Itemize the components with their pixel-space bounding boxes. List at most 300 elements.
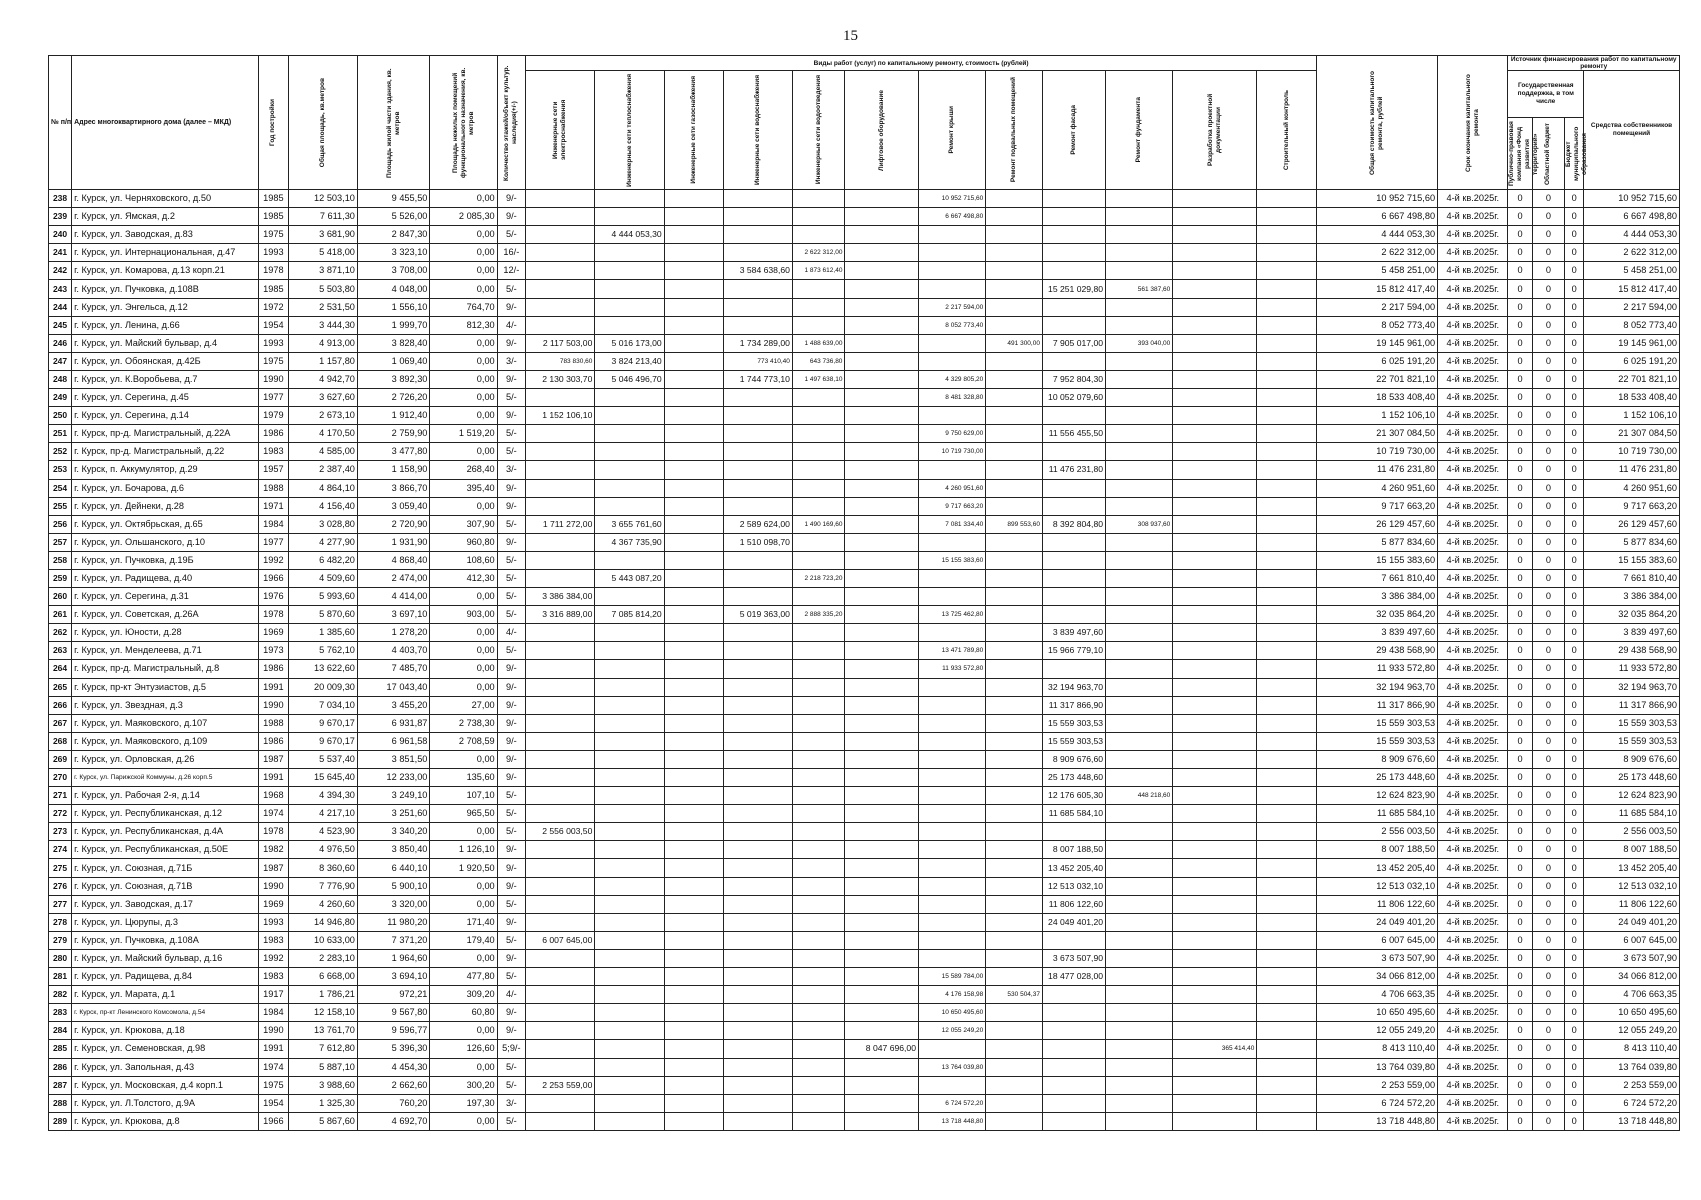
table-cell: 12 233,00: [357, 769, 430, 787]
table-cell: [723, 569, 792, 587]
table-cell: 6 007 645,00: [1584, 931, 1680, 949]
row-number: 238: [49, 190, 72, 208]
table-row: [49, 1076, 1680, 1094]
table-cell: 8 007 188,50: [1042, 841, 1105, 859]
table-cell: [845, 714, 919, 732]
table-cell: [845, 407, 919, 425]
table-cell: 5/-: [497, 606, 525, 624]
table-cell: 4-й кв.2025г.: [1438, 316, 1508, 334]
row-address: г. Курск, ул. Дейнеки, д.28: [72, 497, 259, 515]
table-cell: [723, 1004, 792, 1022]
table-cell: [986, 262, 1043, 280]
table-cell: [986, 913, 1043, 931]
table-cell: 9/-: [497, 298, 525, 316]
table-cell: [986, 226, 1043, 244]
table-cell: [723, 949, 792, 967]
table-cell: [1173, 352, 1257, 370]
table-cell: 0: [1532, 316, 1565, 334]
table-cell: 4-й кв.2025г.: [1438, 787, 1508, 805]
table-cell: [845, 389, 919, 407]
table-cell: [526, 624, 595, 642]
table-cell: 5/-: [497, 226, 525, 244]
table-cell: 6 667 498,80: [1584, 208, 1680, 226]
table-cell: 2 662,60: [357, 1076, 430, 1094]
table-cell: [664, 624, 723, 642]
table-cell: 1983: [259, 968, 288, 986]
table-cell: [1257, 461, 1317, 479]
table-row: [49, 949, 1680, 967]
row-number: 244: [49, 298, 72, 316]
table-cell: [792, 208, 845, 226]
row-number: 255: [49, 497, 72, 515]
table-cell: [595, 805, 664, 823]
table-cell: 4 913,00: [288, 334, 357, 352]
row-number: 288: [49, 1094, 72, 1112]
table-row: [49, 226, 1680, 244]
row-number: 249: [49, 389, 72, 407]
table-cell: 1978: [259, 262, 288, 280]
table-cell: [664, 823, 723, 841]
table-cell: 4-й кв.2025г.: [1438, 714, 1508, 732]
table-cell: [845, 208, 919, 226]
table-cell: 10 719 730,00: [1584, 443, 1680, 461]
table-cell: 773 410,40: [723, 352, 792, 370]
table-cell: 135,60: [430, 769, 497, 787]
table-cell: [1042, 1022, 1105, 1040]
row-address: г. Курск, ул. Крюкова, д.8: [72, 1112, 259, 1130]
table-cell: [1257, 316, 1317, 334]
table-cell: [1257, 913, 1317, 931]
table-row: [49, 750, 1680, 768]
table-cell: 0: [1508, 425, 1532, 443]
table-cell: [595, 1094, 664, 1112]
table-cell: [986, 551, 1043, 569]
table-cell: 2 117 503,00: [526, 334, 595, 352]
row-number: 268: [49, 732, 72, 750]
table-cell: 0: [1532, 1058, 1565, 1076]
table-cell: [1106, 479, 1173, 497]
table-cell: 0: [1565, 913, 1584, 931]
table-cell: 32 194 963,70: [1317, 678, 1438, 696]
table-cell: 5/-: [497, 280, 525, 298]
table-cell: [723, 823, 792, 841]
table-cell: 9 717 663,20: [1584, 497, 1680, 515]
table-cell: 5 016 173,00: [595, 334, 664, 352]
table-cell: [1257, 949, 1317, 967]
table-cell: 0: [1565, 696, 1584, 714]
row-number: 266: [49, 696, 72, 714]
table-cell: [845, 262, 919, 280]
row-address: г. Курск, ул. Союзная, д.71В: [72, 877, 259, 895]
header-area-living: Площадь жилой части здания, кв. метров: [385, 67, 401, 178]
table-cell: [526, 769, 595, 787]
table-cell: 22 701 821,10: [1584, 370, 1680, 388]
table-cell: [845, 606, 919, 624]
table-cell: [723, 968, 792, 986]
table-cell: [1257, 1112, 1317, 1130]
table-cell: 4-й кв.2025г.: [1438, 497, 1508, 515]
table-cell: 4-й кв.2025г.: [1438, 588, 1508, 606]
table-cell: [1257, 1094, 1317, 1112]
table-cell: 10 952 715,60: [1584, 190, 1680, 208]
table-cell: 0: [1532, 389, 1565, 407]
table-cell: [526, 895, 595, 913]
table-cell: 5/-: [497, 1112, 525, 1130]
table-cell: 5/-: [497, 1058, 525, 1076]
table-cell: [595, 624, 664, 642]
table-cell: [845, 895, 919, 913]
table-cell: [664, 425, 723, 443]
table-cell: 1954: [259, 316, 288, 334]
table-cell: 0: [1565, 425, 1584, 443]
table-cell: 4-й кв.2025г.: [1438, 949, 1508, 967]
table-cell: 5 418,00: [288, 244, 357, 262]
table-cell: [595, 208, 664, 226]
table-cell: [986, 280, 1043, 298]
table-cell: 9 670,17: [288, 732, 357, 750]
table-cell: 0: [1508, 750, 1532, 768]
table-cell: [1106, 696, 1173, 714]
table-cell: 1985: [259, 190, 288, 208]
table-row: [49, 407, 1680, 425]
table-cell: 3 584 638,60: [723, 262, 792, 280]
table-cell: 12 513 032,10: [1042, 877, 1105, 895]
table-cell: 1 069,40: [357, 352, 430, 370]
table-row: [49, 208, 1680, 226]
table-cell: 9/-: [497, 877, 525, 895]
table-cell: [1257, 479, 1317, 497]
row-address: г. Курск, ул. Ольшанского, д.10: [72, 533, 259, 551]
table-cell: 5/-: [497, 968, 525, 986]
table-cell: 5 046 496,70: [595, 370, 664, 388]
table-cell: [1042, 443, 1105, 461]
row-address: г. Курск, ул. Советская, д.26А: [72, 606, 259, 624]
table-row: [49, 515, 1680, 533]
table-cell: 13 761,70: [288, 1022, 357, 1040]
table-cell: [723, 769, 792, 787]
table-row: [49, 714, 1680, 732]
table-cell: 4/-: [497, 316, 525, 334]
table-cell: [1106, 569, 1173, 587]
table-cell: 0,00: [430, 407, 497, 425]
table-cell: [664, 1076, 723, 1094]
table-cell: [664, 642, 723, 660]
table-cell: [1257, 1076, 1317, 1094]
table-cell: 0,00: [430, 370, 497, 388]
table-cell: [918, 334, 985, 352]
table-cell: 12 513 032,10: [1317, 877, 1438, 895]
table-cell: 11 933 572,80: [918, 660, 985, 678]
table-cell: 307,90: [430, 515, 497, 533]
table-cell: 13 718 448,80: [1584, 1112, 1680, 1130]
table-cell: 25 173 448,60: [1317, 769, 1438, 787]
table-cell: [1042, 298, 1105, 316]
row-address: г. Курск, ул. Пучковка, д.108В: [72, 280, 259, 298]
table-cell: 491 300,00: [986, 334, 1043, 352]
table-cell: 12 624 823,90: [1584, 787, 1680, 805]
table-cell: 0: [1508, 533, 1532, 551]
table-cell: [792, 714, 845, 732]
table-cell: [664, 931, 723, 949]
table-cell: 3 839 497,60: [1042, 624, 1105, 642]
table-cell: 25 173 448,60: [1042, 769, 1105, 787]
table-cell: 26 129 457,60: [1317, 515, 1438, 533]
table-cell: 0: [1532, 642, 1565, 660]
table-cell: 2 708,59: [430, 732, 497, 750]
row-number: 251: [49, 425, 72, 443]
table-cell: 0,00: [430, 389, 497, 407]
table-cell: 960,80: [430, 533, 497, 551]
table-row: [49, 986, 1680, 1004]
table-cell: 1983: [259, 443, 288, 461]
table-cell: [845, 497, 919, 515]
table-cell: 11 317 866,90: [1317, 696, 1438, 714]
table-cell: [1257, 262, 1317, 280]
table-cell: [1173, 678, 1257, 696]
table-cell: [918, 569, 985, 587]
table-cell: 4 156,40: [288, 497, 357, 515]
row-address: г. Курск, ул. Пучковка, д.108А: [72, 931, 259, 949]
table-cell: [792, 461, 845, 479]
row-number: 287: [49, 1076, 72, 1094]
table-cell: 15 559 303,53: [1584, 714, 1680, 732]
table-cell: 0: [1508, 190, 1532, 208]
table-cell: 32 035 864,20: [1584, 606, 1680, 624]
table-cell: [595, 968, 664, 986]
table-cell: [664, 497, 723, 515]
row-address: г. Курск, п. Аккумулятор, д.29: [72, 461, 259, 479]
table-cell: 5/-: [497, 551, 525, 569]
table-cell: 760,20: [357, 1094, 430, 1112]
table-cell: 5/-: [497, 805, 525, 823]
header-area-total: Общая площадь, кв.метров: [318, 77, 326, 168]
table-cell: [986, 660, 1043, 678]
table-cell: [1257, 588, 1317, 606]
table-cell: [664, 877, 723, 895]
table-cell: 11 317 866,90: [1042, 696, 1105, 714]
table-cell: [845, 678, 919, 696]
table-cell: 0: [1508, 660, 1532, 678]
table-cell: [1257, 1058, 1317, 1076]
table-cell: 11 980,20: [357, 913, 430, 931]
table-cell: [918, 805, 985, 823]
table-cell: 3 386 384,00: [1584, 588, 1680, 606]
table-cell: 15 559 303,53: [1042, 732, 1105, 750]
table-cell: 1 519,20: [430, 425, 497, 443]
table-cell: [1042, 316, 1105, 334]
table-cell: [723, 696, 792, 714]
table-cell: [986, 425, 1043, 443]
table-cell: 0: [1532, 949, 1565, 967]
table-cell: [1173, 515, 1257, 533]
table-cell: [1106, 841, 1173, 859]
table-cell: [1173, 298, 1257, 316]
table-cell: 3 871,10: [288, 262, 357, 280]
table-cell: [664, 696, 723, 714]
table-cell: 9/-: [497, 696, 525, 714]
table-cell: 3 028,80: [288, 515, 357, 533]
table-cell: [1257, 931, 1317, 949]
table-cell: 0,00: [430, 877, 497, 895]
table-cell: [526, 1004, 595, 1022]
table-cell: 0,00: [430, 1112, 497, 1130]
row-address: г. Курск, ул. Л.Толстого, д.9А: [72, 1094, 259, 1112]
table-cell: [1173, 823, 1257, 841]
table-cell: [1042, 190, 1105, 208]
table-cell: [986, 298, 1043, 316]
table-cell: [1257, 551, 1317, 569]
row-number: 281: [49, 968, 72, 986]
header-w-water: Инженерные сети водоснабжения: [753, 74, 761, 186]
table-cell: 783 830,60: [526, 352, 595, 370]
table-cell: [918, 841, 985, 859]
table-cell: [792, 1094, 845, 1112]
row-address: г. Курск, ул. Марата, д.1: [72, 986, 259, 1004]
table-cell: [986, 895, 1043, 913]
table-cell: [1042, 606, 1105, 624]
table-cell: 5 900,10: [357, 877, 430, 895]
table-cell: 14 946,80: [288, 913, 357, 931]
table-cell: 1 385,60: [288, 624, 357, 642]
table-cell: [845, 805, 919, 823]
table-cell: 4-й кв.2025г.: [1438, 606, 1508, 624]
table-cell: [986, 714, 1043, 732]
table-cell: 10 952 715,60: [1317, 190, 1438, 208]
table-cell: [595, 949, 664, 967]
row-address: г. Курск, ул. Черняховского, д.50: [72, 190, 259, 208]
table-cell: 0: [1532, 931, 1565, 949]
table-cell: [986, 1058, 1043, 1076]
row-address: г. Курск, ул. Радищева, д.84: [72, 968, 259, 986]
table-cell: [1042, 244, 1105, 262]
table-cell: 1972: [259, 298, 288, 316]
table-cell: [918, 244, 985, 262]
table-cell: 0: [1565, 588, 1584, 606]
table-cell: 4-й кв.2025г.: [1438, 877, 1508, 895]
table-cell: [1106, 407, 1173, 425]
table-cell: [986, 244, 1043, 262]
table-cell: 4-й кв.2025г.: [1438, 841, 1508, 859]
table-cell: 643 736,80: [792, 352, 845, 370]
table-row: [49, 968, 1680, 986]
table-cell: [1106, 968, 1173, 986]
table-cell: 4-й кв.2025г.: [1438, 805, 1508, 823]
table-cell: 18 533 408,40: [1584, 389, 1680, 407]
table-cell: [792, 642, 845, 660]
table-row: [49, 769, 1680, 787]
table-cell: 4 509,60: [288, 569, 357, 587]
table-cell: 0: [1532, 370, 1565, 388]
table-cell: [526, 1094, 595, 1112]
table-cell: 0: [1532, 551, 1565, 569]
table-cell: [1042, 1040, 1105, 1058]
table-cell: [723, 208, 792, 226]
table-cell: 4-й кв.2025г.: [1438, 750, 1508, 768]
table-cell: 3 673 507,90: [1584, 949, 1680, 967]
table-cell: 0: [1532, 968, 1565, 986]
table-cell: 1917: [259, 986, 288, 1004]
table-cell: 6 482,20: [288, 551, 357, 569]
table-cell: 4 942,70: [288, 370, 357, 388]
table-cell: [595, 769, 664, 787]
table-cell: 0,00: [430, 949, 497, 967]
table-cell: 0: [1532, 859, 1565, 877]
table-cell: 0: [1508, 931, 1532, 949]
table-cell: 1978: [259, 823, 288, 841]
table-cell: [526, 389, 595, 407]
header-w-sewer: Инженерные сети водоотведения: [814, 75, 822, 185]
table-cell: [1042, 823, 1105, 841]
table-cell: 1 920,50: [430, 859, 497, 877]
table-cell: [1173, 750, 1257, 768]
table-cell: 0: [1532, 298, 1565, 316]
table-cell: [664, 226, 723, 244]
table-cell: [845, 787, 919, 805]
table-cell: [918, 696, 985, 714]
table-cell: [986, 569, 1043, 587]
table-cell: [792, 841, 845, 859]
table-cell: 1988: [259, 479, 288, 497]
table-cell: 15 589 784,00: [918, 968, 985, 986]
row-address: г. Курск, ул. Менделеева, д.71: [72, 642, 259, 660]
row-address: г. Курск, ул. Союзная, д.71Б: [72, 859, 259, 877]
table-cell: [1106, 606, 1173, 624]
table-cell: [1173, 208, 1257, 226]
table-cell: 0: [1508, 262, 1532, 280]
table-cell: [845, 1094, 919, 1112]
table-cell: 0: [1508, 986, 1532, 1004]
row-number: 247: [49, 352, 72, 370]
table-cell: 0: [1508, 949, 1532, 967]
table-cell: 16/-: [497, 244, 525, 262]
row-address: г. Курск, ул. Республиканская, д.4А: [72, 823, 259, 841]
table-cell: 7 034,10: [288, 696, 357, 714]
header-w-basement: Ремонт подвальных помещений: [1010, 77, 1018, 183]
table-cell: 5/-: [497, 895, 525, 913]
table-cell: [792, 732, 845, 750]
table-cell: 0: [1508, 389, 1532, 407]
table-row: [49, 1112, 1680, 1130]
table-cell: [723, 750, 792, 768]
table-cell: [986, 190, 1043, 208]
table-cell: 4-й кв.2025г.: [1438, 895, 1508, 913]
table-cell: 0: [1565, 841, 1584, 859]
table-cell: 764,70: [430, 298, 497, 316]
table-cell: [918, 280, 985, 298]
table-cell: 0: [1508, 823, 1532, 841]
table-cell: 1 556,10: [357, 298, 430, 316]
table-cell: 0: [1532, 986, 1565, 1004]
table-cell: [918, 624, 985, 642]
header-w-heat: Инженерные сети теплоснабжения: [625, 73, 633, 187]
table-cell: [723, 877, 792, 895]
table-cell: [723, 1076, 792, 1094]
table-cell: 0,00: [430, 678, 497, 696]
table-cell: [664, 515, 723, 533]
table-cell: [664, 389, 723, 407]
table-cell: [792, 1058, 845, 1076]
row-address: г. Курск, ул. Серегина, д.31: [72, 588, 259, 606]
table-cell: 2 622 312,00: [1317, 244, 1438, 262]
table-cell: [1106, 352, 1173, 370]
row-number: 264: [49, 660, 72, 678]
table-cell: [1042, 588, 1105, 606]
table-cell: [1106, 389, 1173, 407]
table-cell: [1106, 370, 1173, 388]
row-number: 279: [49, 931, 72, 949]
table-cell: 4 260 951,60: [1317, 479, 1438, 497]
table-cell: [664, 208, 723, 226]
